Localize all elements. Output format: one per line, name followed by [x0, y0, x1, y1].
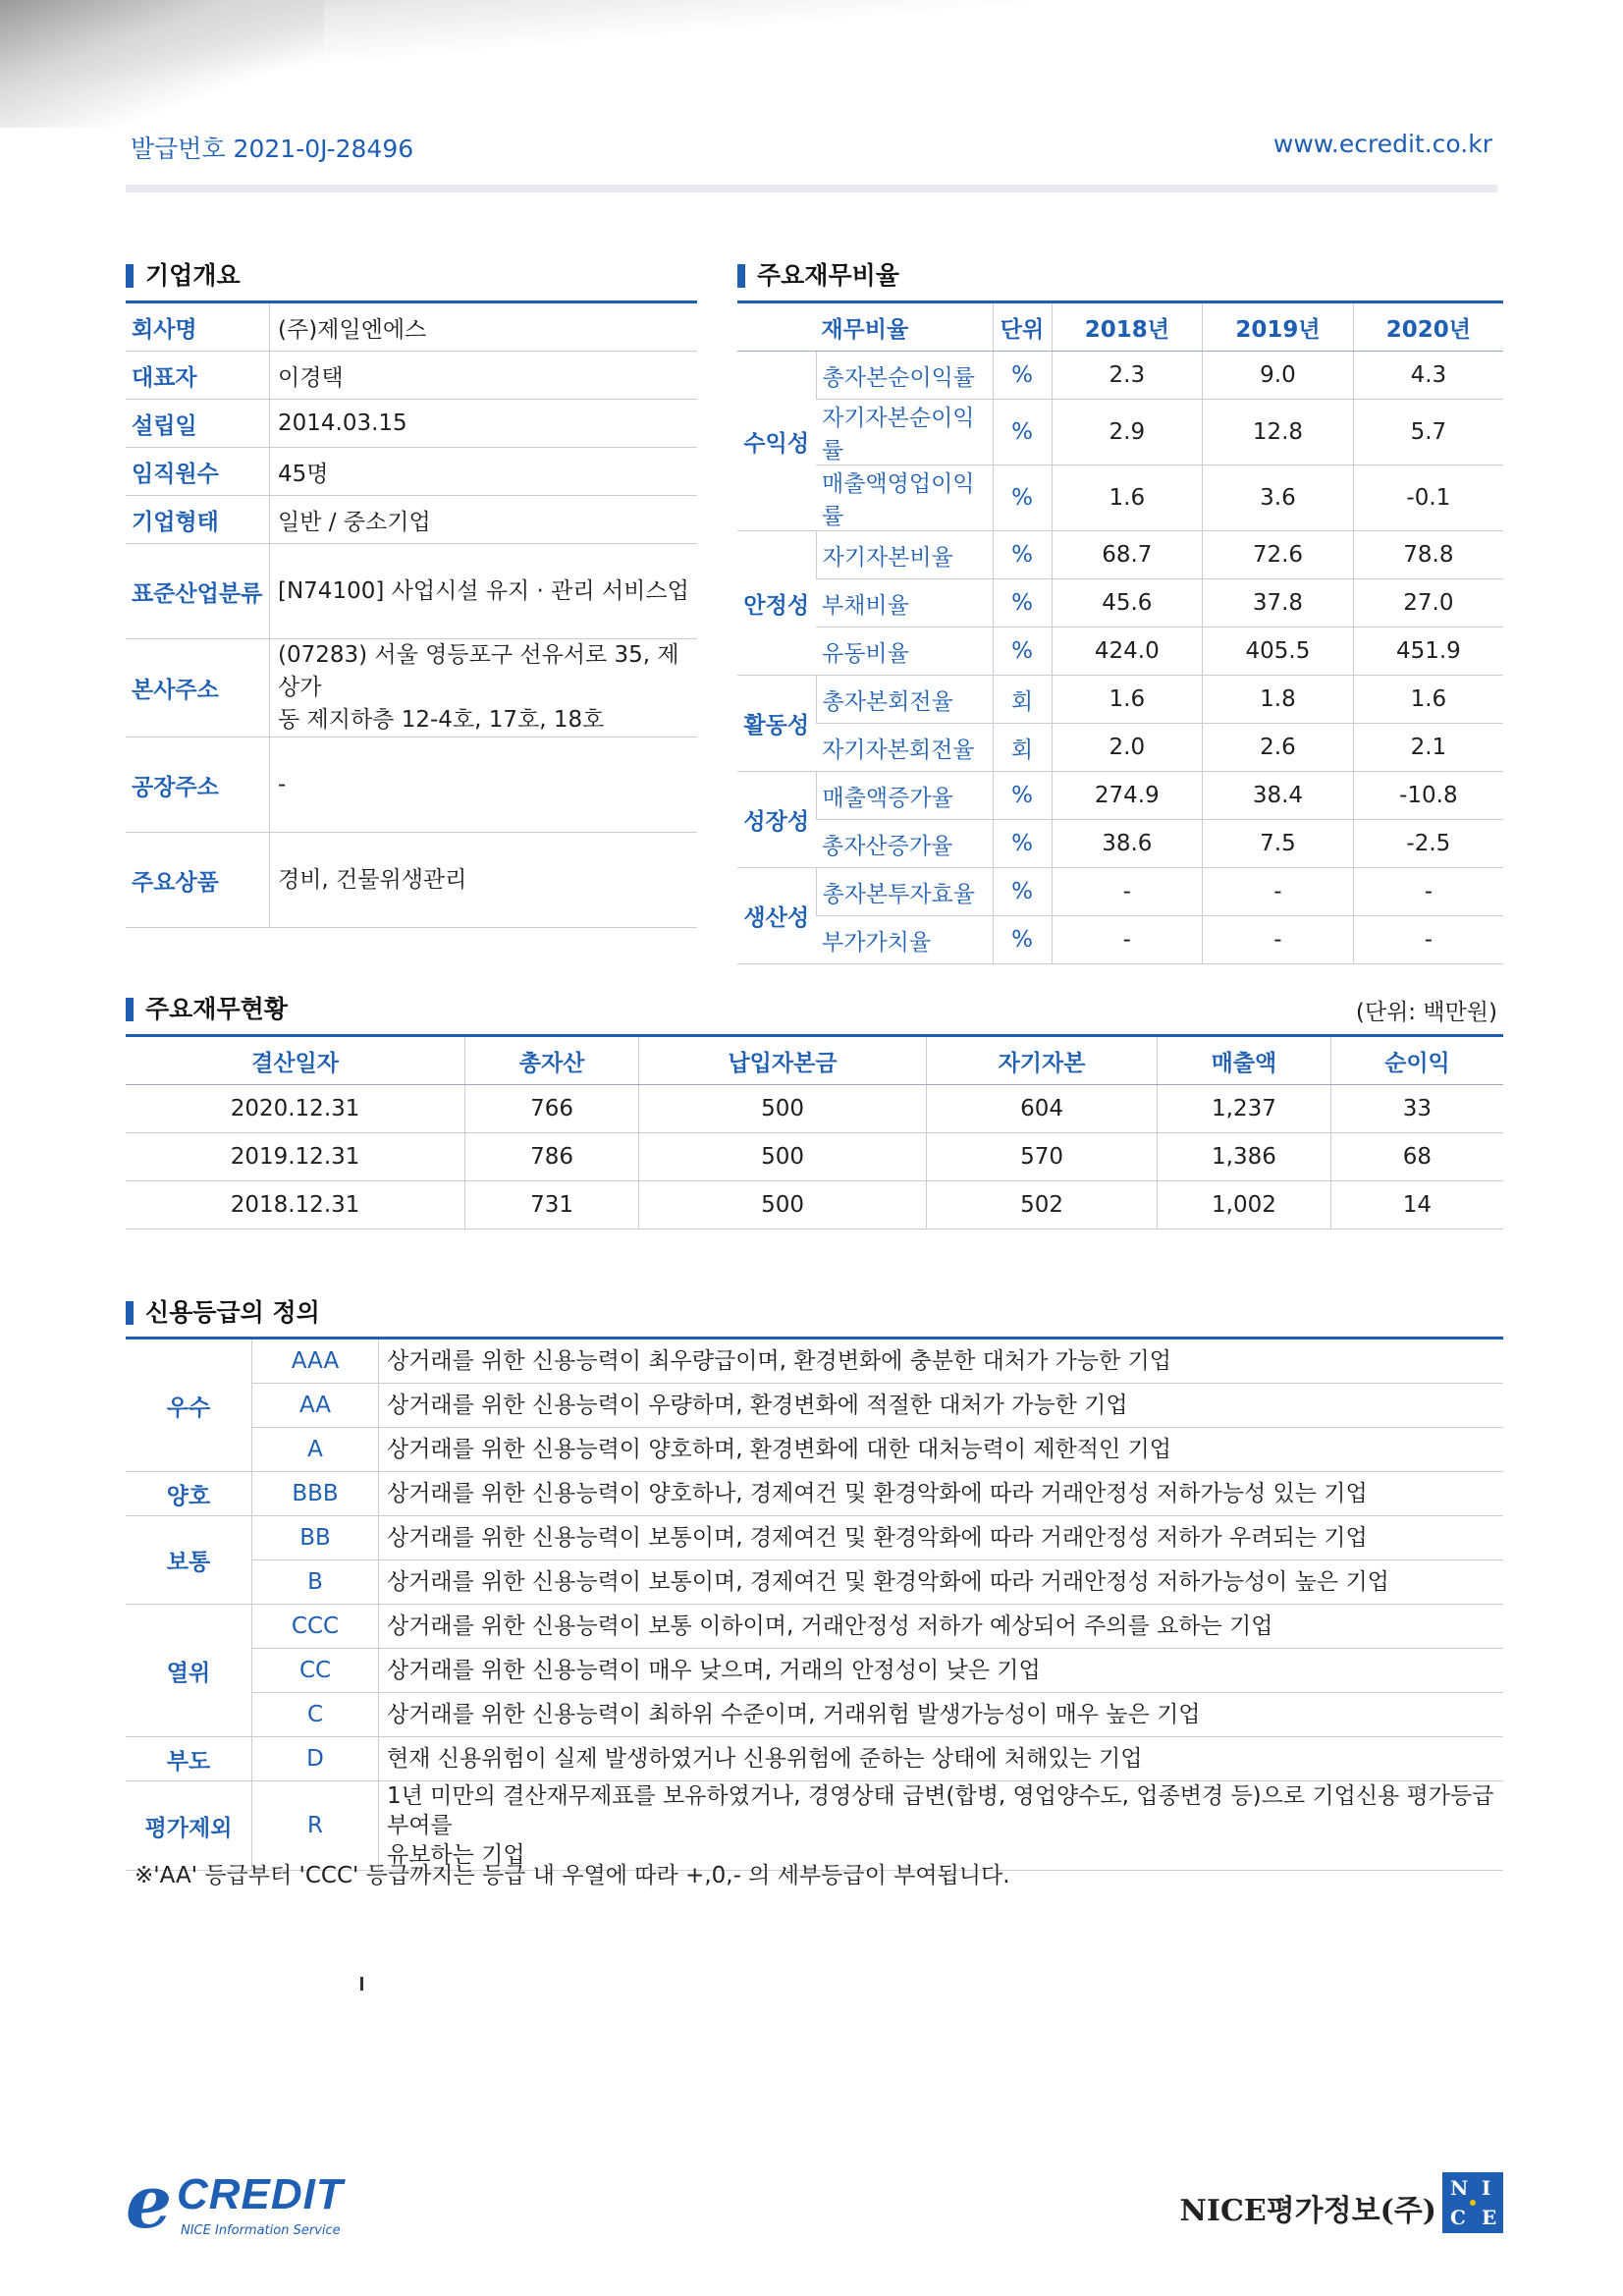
overview-label: 공장주소	[126, 738, 270, 833]
table-row	[126, 352, 697, 400]
table-row	[737, 868, 1503, 916]
ratings-title	[126, 1296, 320, 1330]
rating-description-line-2: 유보하는 기업	[387, 1842, 525, 1868]
rating-code: B	[252, 1560, 379, 1605]
ratio-value: -	[1203, 916, 1354, 964]
ratio-category: 활동성	[737, 676, 816, 772]
table-row	[126, 1085, 1503, 1133]
table-row	[126, 1649, 1503, 1693]
overview-label: 설립일	[126, 400, 270, 448]
rating-code: D	[252, 1737, 379, 1781]
ratio-item: 매출액영업이익률	[816, 465, 993, 531]
ratio-value: 9.0	[1203, 352, 1354, 400]
rating-group: 부도	[126, 1737, 252, 1781]
table-row	[126, 1737, 1503, 1781]
ratio-value: 38.4	[1203, 772, 1354, 820]
ratio-value: 1.6	[1353, 676, 1503, 724]
ratios-title-text: 주요재무비율	[757, 261, 899, 290]
ratio-unit: %	[993, 820, 1052, 868]
ratio-unit: 회	[993, 676, 1052, 724]
ratio-value: 2.6	[1203, 724, 1354, 772]
ratio-unit: %	[993, 628, 1052, 676]
table-row	[126, 833, 697, 928]
nice-logo-dot	[1470, 2200, 1476, 2206]
rating-description: 상거래를 위한 신용능력이 양호하며, 환경변화에 대한 대처능력이 제한적인 기업	[379, 1428, 1504, 1472]
ratio-value: 2.3	[1052, 352, 1203, 400]
rating-description: 상거래를 위한 신용능력이 보통이며, 경제여건 및 환경악화에 따라 거래안정성 저하가능성이 높은 기업	[379, 1560, 1504, 1605]
ratio-category: 생산성	[737, 868, 816, 964]
table-cell: 604	[927, 1085, 1158, 1133]
ratio-value: -2.5	[1353, 820, 1503, 868]
website-link[interactable]: www.ecredit.co.kr	[1272, 130, 1492, 158]
overview-value: (주)제일엔에스	[270, 302, 698, 352]
table-row	[126, 1181, 1503, 1230]
table-row	[126, 639, 697, 738]
ratio-value: 2.0	[1052, 724, 1203, 772]
table-cell: 33	[1330, 1085, 1503, 1133]
rating-code: CCC	[252, 1605, 379, 1649]
rating-description: 상거래를 위한 신용능력이 보통이며, 경제여건 및 환경악화에 따라 거래안정성 저하가 우려되는 기업	[379, 1516, 1504, 1560]
rating-group: 평가제외	[126, 1781, 252, 1871]
table-header-row	[126, 1036, 1503, 1085]
overview-value: -	[270, 738, 698, 833]
rating-code: AAA	[252, 1339, 379, 1384]
column-header: 결산일자	[126, 1036, 465, 1085]
ratio-item: 총자산증가율	[816, 820, 993, 868]
column-header: 자기자본	[927, 1036, 1158, 1085]
ratio-value: -	[1353, 916, 1503, 964]
rating-description: 현재 신용위험이 실제 발생하였거나 신용위험에 준하는 상태에 처해있는 기업	[379, 1737, 1504, 1781]
nice-logo-letter: I	[1482, 2176, 1491, 2200]
ratio-unit: %	[993, 465, 1052, 531]
table-row	[737, 724, 1503, 772]
table-cell: 14	[1330, 1181, 1503, 1230]
column-header: 납입자본금	[639, 1036, 927, 1085]
ratio-value: 68.7	[1052, 531, 1203, 579]
table-cell: 766	[465, 1085, 639, 1133]
column-header: 2019년	[1203, 302, 1354, 352]
ratings-title-text: 신용등급의 정의	[145, 1298, 320, 1327]
table-cell: 731	[465, 1181, 639, 1230]
ecredit-logo-e: e	[126, 2160, 173, 2245]
table-row	[126, 1428, 1503, 1472]
financials-title-text: 주요재무현황	[145, 995, 288, 1023]
ratio-item: 총자본투자효율	[816, 868, 993, 916]
ratio-item: 부가가치율	[816, 916, 993, 964]
ratio-value: 451.9	[1353, 628, 1503, 676]
table-row	[126, 1133, 1503, 1181]
table-row	[737, 531, 1503, 579]
ratio-value: 7.5	[1203, 820, 1354, 868]
ratio-unit: %	[993, 772, 1052, 820]
ratio-value: -10.8	[1353, 772, 1503, 820]
ecredit-logo-word: CREDIT	[177, 2170, 344, 2218]
rating-group: 우수	[126, 1339, 252, 1472]
rating-code: BBB	[252, 1472, 379, 1516]
ratio-value: 5.7	[1353, 400, 1503, 465]
table-row	[126, 1472, 1503, 1516]
ratio-value: 2.1	[1353, 724, 1503, 772]
table-cell: 1,386	[1158, 1133, 1331, 1181]
table-row	[126, 1560, 1503, 1605]
ratio-unit: %	[993, 400, 1052, 465]
table-row	[126, 1339, 1503, 1384]
table-row	[126, 1384, 1503, 1428]
overview-value: [N74100] 사업시설 유지 · 관리 서비스업	[270, 544, 698, 639]
overview-label: 본사주소	[126, 639, 270, 738]
section-marker	[126, 1301, 134, 1325]
ratio-value: 72.6	[1203, 531, 1354, 579]
table-cell: 2019.12.31	[126, 1133, 465, 1181]
ratio-unit: %	[993, 579, 1052, 628]
ratio-unit: %	[993, 916, 1052, 964]
table-cell: 570	[927, 1133, 1158, 1181]
table-row	[126, 448, 697, 496]
page-header	[131, 130, 1492, 169]
ratio-item: 매출액증가율	[816, 772, 993, 820]
column-header: 단위	[993, 302, 1052, 352]
rating-description: 상거래를 위한 신용능력이 보통 이하이며, 거래안정성 저하가 예상되어 주의를 요하는 기업	[379, 1605, 1504, 1649]
scan-artifact	[360, 1977, 363, 1991]
rating-description: 상거래를 위한 신용능력이 양호하나, 경제여건 및 환경악화에 따라 거래안정성 저하가능성 있는 기업	[379, 1472, 1504, 1516]
ratio-value: 38.6	[1052, 820, 1203, 868]
table-cell: 500	[639, 1085, 927, 1133]
ratio-value: -	[1203, 868, 1354, 916]
financials-title	[126, 993, 288, 1026]
ratio-value: 1.8	[1203, 676, 1354, 724]
ratio-category: 수익성	[737, 352, 816, 531]
nice-logo-letter: C	[1450, 2206, 1466, 2229]
table-cell: 1,002	[1158, 1181, 1331, 1230]
overview-value: 2014.03.15	[270, 400, 698, 448]
column-header: 2020년	[1353, 302, 1503, 352]
ratio-item: 유동비율	[816, 628, 993, 676]
issue-number: 발급번호 2021-0J-28496	[131, 135, 414, 163]
ratio-value: 274.9	[1052, 772, 1203, 820]
nice-logo-icon	[1442, 2172, 1503, 2233]
table-row	[126, 544, 697, 639]
table-row	[737, 820, 1503, 868]
overview-label: 회사명	[126, 302, 270, 352]
rating-code: C	[252, 1693, 379, 1737]
ratio-item: 자기자본회전율	[816, 724, 993, 772]
unit-note: (단위: 백만원)	[1355, 1000, 1497, 1025]
ratio-value: 3.6	[1203, 465, 1354, 531]
nice-logo-letter: E	[1482, 2206, 1497, 2229]
table-cell: 2018.12.31	[126, 1181, 465, 1230]
overview-value	[270, 639, 698, 738]
section-marker	[126, 998, 134, 1021]
ratio-item: 총자본순이익률	[816, 352, 993, 400]
table-cell: 500	[639, 1133, 927, 1181]
rating-code: BB	[252, 1516, 379, 1560]
ratio-category: 성장성	[737, 772, 816, 868]
financial-ratios-table	[737, 301, 1503, 964]
rating-code: CC	[252, 1649, 379, 1693]
overview-label: 대표자	[126, 352, 270, 400]
rating-description: 상거래를 위한 신용능력이 매우 낮으며, 거래의 안정성이 낮은 기업	[379, 1649, 1504, 1693]
table-cell: 502	[927, 1181, 1158, 1230]
ecredit-logo-sub: NICE Information Service	[181, 2223, 341, 2238]
ratio-value: 405.5	[1203, 628, 1354, 676]
ratio-value: 1.6	[1052, 465, 1203, 531]
rating-description-line-1: 1년 미만의 결산재무제표를 보유하였거나, 경영상태 급변(합병, 영업양수도, 업종변경 등)으로 기업신용 평가등급 부여를	[387, 1783, 1494, 1838]
rating-group: 양호	[126, 1472, 252, 1516]
table-cell: 68	[1330, 1133, 1503, 1181]
ratio-value: 27.0	[1353, 579, 1503, 628]
overview-title	[126, 259, 241, 293]
table-row	[126, 1693, 1503, 1737]
table-row	[126, 738, 697, 833]
ratio-category: 안정성	[737, 531, 816, 676]
ratio-value: 2.9	[1052, 400, 1203, 465]
ratio-item: 부채비율	[816, 579, 993, 628]
table-row	[737, 676, 1503, 724]
table-cell: 500	[639, 1181, 927, 1230]
section-marker	[126, 264, 134, 288]
overview-label: 임직원수	[126, 448, 270, 496]
column-header: 재무비율	[737, 302, 993, 352]
ratio-value: -0.1	[1353, 465, 1503, 531]
ratio-value: -	[1052, 916, 1203, 964]
table-row	[737, 400, 1503, 465]
company-overview-table	[126, 301, 697, 928]
table-row	[737, 465, 1503, 531]
scan-corner-shadow	[0, 0, 324, 128]
ratio-unit: %	[993, 531, 1052, 579]
rating-description: 상거래를 위한 신용능력이 우량하며, 환경변화에 적절한 대처가 가능한 기업	[379, 1384, 1504, 1428]
overview-label: 주요상품	[126, 833, 270, 928]
address-line-2: 동 제지하층 12-4호, 17호, 18호	[278, 707, 605, 733]
address-line-1: (07283) 서울 영등포구 선유서로 35, 제상가	[278, 642, 679, 700]
ratio-unit: %	[993, 352, 1052, 400]
rating-footnote: ※'AA' 등급부터 'CCC' 등급까지는 등급 내 우열에 따라 +,0,- 의 세부등급이 부여됩니다.	[135, 1863, 1010, 1888]
rating-code: AA	[252, 1384, 379, 1428]
column-header: 매출액	[1158, 1036, 1331, 1085]
table-row	[737, 916, 1503, 964]
ratio-unit: %	[993, 868, 1052, 916]
table-cell: 786	[465, 1133, 639, 1181]
ratio-value: 45.6	[1052, 579, 1203, 628]
rating-code: A	[252, 1428, 379, 1472]
table-row	[737, 579, 1503, 628]
overview-value: 경비, 건물위생관리	[270, 833, 698, 928]
ratio-unit: 회	[993, 724, 1052, 772]
table-row	[126, 1605, 1503, 1649]
nice-company-name: NICE평가정보(주)	[1179, 2194, 1436, 2228]
table-cell: 2020.12.31	[126, 1085, 465, 1133]
rating-group: 보통	[126, 1516, 252, 1605]
table-row	[126, 400, 697, 448]
column-header: 총자산	[465, 1036, 639, 1085]
overview-title-text: 기업개요	[145, 261, 241, 290]
overview-value: 이경택	[270, 352, 698, 400]
nice-logo-letter: N	[1450, 2176, 1469, 2200]
table-row	[126, 302, 697, 352]
ratio-value: 12.8	[1203, 400, 1354, 465]
ratio-item: 자기자본비율	[816, 531, 993, 579]
ratio-value: 4.3	[1353, 352, 1503, 400]
overview-value: 45명	[270, 448, 698, 496]
table-row	[737, 352, 1503, 400]
overview-label: 기업형태	[126, 496, 270, 544]
ratio-value: -	[1052, 868, 1203, 916]
table-row	[737, 628, 1503, 676]
rating-description: 상거래를 위한 신용능력이 최하위 수준이며, 거래위험 발생가능성이 매우 높은 기업	[379, 1693, 1504, 1737]
rating-code: R	[252, 1781, 379, 1871]
table-row	[126, 1516, 1503, 1560]
ratio-item: 총자본회전율	[816, 676, 993, 724]
ratio-value: 1.6	[1052, 676, 1203, 724]
rating-group: 열위	[126, 1605, 252, 1737]
overview-value: 일반 / 중소기업	[270, 496, 698, 544]
ratio-value: 37.8	[1203, 579, 1354, 628]
ratio-value: 424.0	[1052, 628, 1203, 676]
overview-label: 표준산업분류	[126, 544, 270, 639]
ratio-item: 자기자본순이익률	[816, 400, 993, 465]
ratio-value: -	[1353, 868, 1503, 916]
header-rule	[126, 185, 1497, 192]
rating-definitions-table	[126, 1337, 1503, 1871]
ecredit-logo	[126, 2160, 344, 2245]
table-header-row	[737, 302, 1503, 352]
column-header: 2018년	[1052, 302, 1203, 352]
ratios-title	[737, 259, 899, 293]
section-marker	[737, 264, 745, 288]
rating-description: 상거래를 위한 신용능력이 최우량급이며, 환경변화에 충분한 대처가 가능한 기업	[379, 1339, 1504, 1384]
table-cell: 1,237	[1158, 1085, 1331, 1133]
table-row	[126, 496, 697, 544]
table-row	[737, 772, 1503, 820]
financial-status-table	[126, 1034, 1503, 1230]
column-header: 순이익	[1330, 1036, 1503, 1085]
ratio-value: 78.8	[1353, 531, 1503, 579]
